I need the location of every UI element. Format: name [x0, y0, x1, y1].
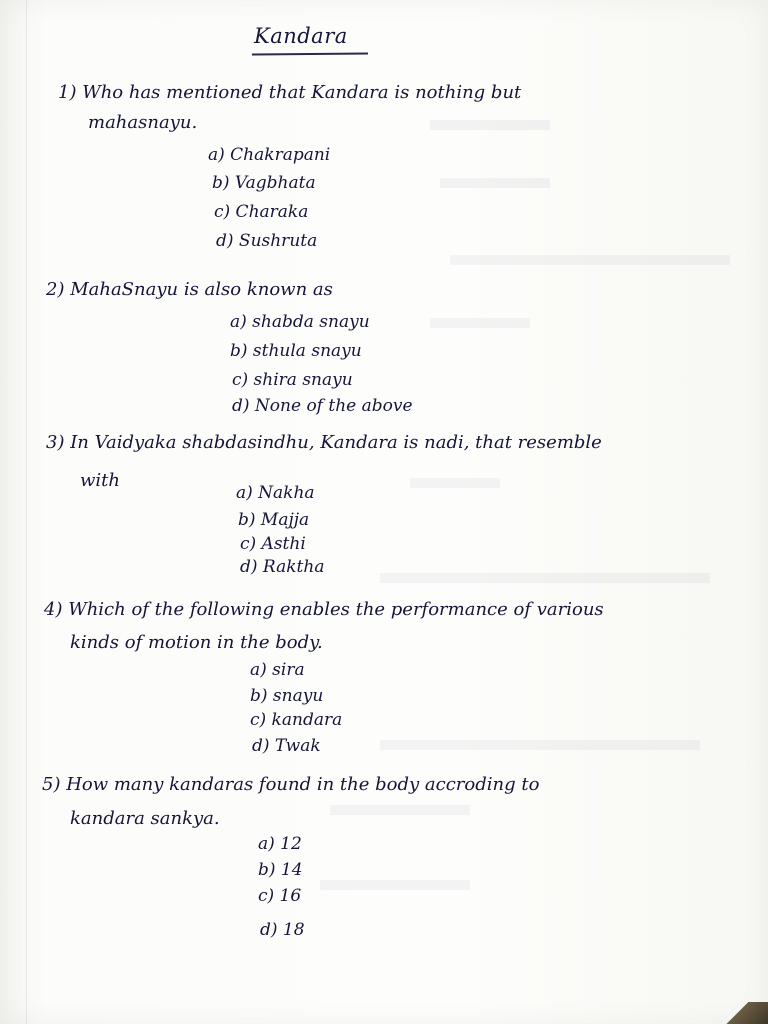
bleed-through-mark — [450, 255, 730, 265]
desk-corner — [720, 1002, 768, 1024]
bleed-through-mark — [380, 573, 710, 583]
question-4-option-a: a) sira — [250, 660, 305, 680]
question-4-text-cont: kinds of motion in the body. — [70, 632, 323, 653]
question-2-option-d: d) None of the above — [232, 396, 413, 416]
question-1-text: 1) Who has mentioned that Kandara is nothing but — [58, 82, 522, 103]
question-1-option-a: a) Chakrapani — [208, 145, 331, 165]
title-underline — [252, 52, 368, 55]
question-2-text: 2) MahaSnayu is also known as — [46, 279, 333, 300]
question-5-option-d: d) 18 — [260, 920, 305, 940]
question-3-option-a: a) Nakha — [236, 483, 315, 503]
question-5-option-a: a) 12 — [258, 834, 302, 854]
bleed-through-mark — [430, 120, 550, 130]
question-4-option-b: b) snayu — [250, 686, 324, 706]
question-5-option-c: c) 16 — [258, 886, 302, 906]
question-4-option-d: d) Twak — [252, 736, 321, 756]
question-2-option-b: b) sthula snayu — [230, 341, 362, 361]
bleed-through-mark — [440, 178, 550, 188]
question-1-option-d: d) Sushruta — [216, 231, 318, 251]
margin-line — [26, 0, 27, 1024]
question-1-text-cont: mahasnayu. — [88, 112, 198, 133]
bleed-through-mark — [330, 805, 470, 815]
question-1-option-b: b) Vagbhata — [212, 173, 316, 193]
question-5-text-cont: kandara sankya. — [70, 808, 220, 829]
question-2-option-a: a) shabda snayu — [230, 312, 370, 332]
question-5-option-b: b) 14 — [258, 860, 303, 880]
question-3-option-c: c) Asthi — [240, 534, 306, 554]
bleed-through-mark — [410, 478, 500, 488]
question-2-option-c: c) shira snayu — [232, 370, 353, 390]
page-title: Kandara — [254, 24, 348, 48]
question-4-text: 4) Which of the following enables the performance of various — [44, 599, 604, 620]
question-3-option-d: d) Raktha — [240, 557, 325, 577]
question-3-text: 3) In Vaidyaka shabdasindhu, Kandara is nadi, that resemble — [46, 432, 602, 453]
bleed-through-mark — [430, 318, 530, 328]
question-4-option-c: c) kandara — [250, 710, 343, 730]
question-3-text-cont: with — [80, 470, 120, 491]
bleed-through-mark — [320, 880, 470, 890]
question-3-option-b: b) Majja — [238, 510, 310, 530]
question-1-option-c: c) Charaka — [214, 202, 309, 222]
bleed-through-mark — [380, 740, 700, 750]
question-5-text: 5) How many kandaras found in the body accroding to — [42, 774, 540, 795]
